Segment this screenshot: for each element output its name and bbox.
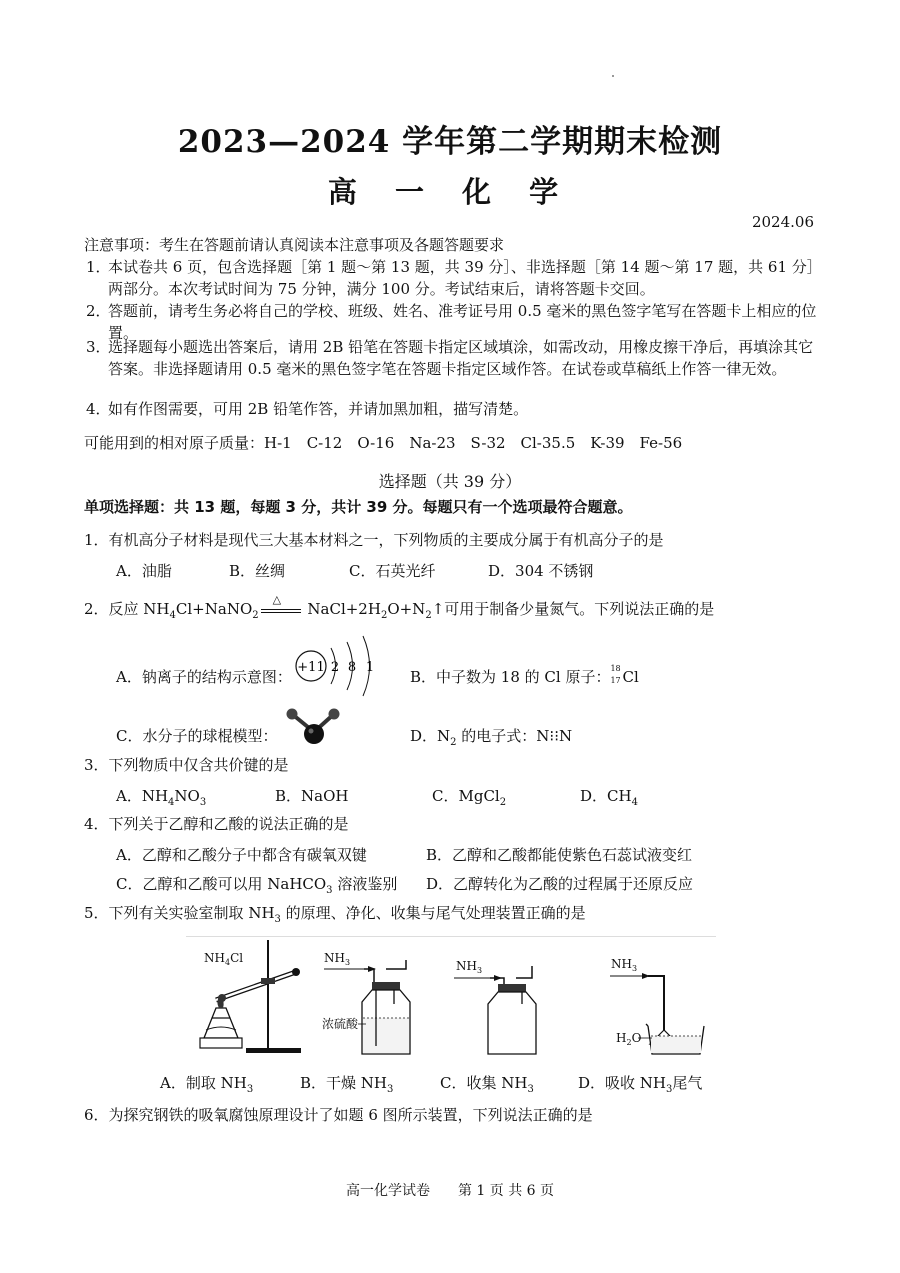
figure-top-rule xyxy=(186,936,716,937)
q2-option-d: D．$N_2$ 的电子式：N⁝⁝N xyxy=(410,727,573,748)
label-nh4cl: $NH_4Cl$ xyxy=(204,951,244,967)
section-instruction: 单项选择题：共 13 题，每题 3 分，共计 39 分。每题只有一个选项最符合题意。 xyxy=(84,498,633,516)
sodium-ion-structure-diagram xyxy=(290,630,385,705)
q5-option-b: B．干燥 $NH_3$ xyxy=(300,1074,394,1095)
notice-heading: 注意事项：考生在答题前请认真阅读本注意事项及各题答题要求 xyxy=(84,236,505,254)
q2-option-b: B．中子数为 18 的 Cl 原子： 18 17 Cl xyxy=(410,664,639,686)
atomic-masses: 可能用到的相对原子质量：H-1 C-12 O-16 Na-23 S-32 Cl-35.5 K-39 Fe-56 xyxy=(84,434,683,452)
q3-option-b: B．NaOH xyxy=(275,787,349,805)
scan-dot xyxy=(612,75,614,77)
apparatus-d-absorbing xyxy=(610,957,704,1054)
q5-option-d: D．吸收 $NH_3$尾气 xyxy=(578,1074,703,1095)
exam-subject: 高 一 化 学 xyxy=(327,175,573,209)
label-nh3-d: $NH_3$ xyxy=(611,957,638,973)
question-5-stem: 5．下列有关实验室制取 $NH_3$ 的原理、净化、收集与尾气处理装置正确的是 xyxy=(84,904,586,925)
page-footer: 高一化学试卷 第 1 页 共 6 页 xyxy=(345,1183,555,1199)
oxygen-highlight xyxy=(309,729,314,734)
question-4-stem: 4．下列关于乙醇和乙酸的说法正确的是 xyxy=(84,815,349,833)
nh3-apparatus-figure xyxy=(186,938,726,1066)
q2-option-c-label: C．水分子的球棍模型： xyxy=(116,727,278,745)
q1-option-d: D．304 不锈钢 xyxy=(488,562,594,580)
question-6-stem: 6．为探究钢铁的吸氧腐蚀原理设计了如题 6 图所示装置，下列说法正确的是 xyxy=(84,1106,593,1124)
q1-option-a: A．油脂 xyxy=(116,562,172,580)
q3-option-d: D．$CH_4$ xyxy=(580,787,638,808)
question-1-stem: 1．有机高分子材料是现代三大基本材料之一，下列物质的主要成分属于有机高分子的是 xyxy=(84,531,664,549)
q4-option-d: D．乙醇转化为乙酸的过程属于还原反应 xyxy=(426,875,694,893)
nuclide-notation: 18 17 xyxy=(610,664,621,685)
label-h2o: $H_2O$ xyxy=(616,1031,642,1047)
shell-electrons-2: 8 xyxy=(347,660,357,675)
q4-option-b: B．乙醇和乙酸都能使紫色石蕊试液变红 xyxy=(426,846,693,864)
shell-electrons-1: 2 xyxy=(330,660,340,675)
apparatus-c-collecting xyxy=(454,959,536,1054)
hydrogen-atom-left xyxy=(287,709,298,720)
notice-item-4: 4． 如有作图需要，可用 2B 铅笔作答，并请加黑加粗，描写清楚。 xyxy=(86,400,529,418)
apparatus-b-drying xyxy=(322,951,410,1054)
label-conc-sulfuric-acid: 浓硫酸 xyxy=(322,1017,359,1031)
exam-title: 2023—2024 学年第二学期期末检测 xyxy=(177,124,723,160)
q1-option-b: B．丝绸 xyxy=(229,562,286,580)
exam-date: 2024.06 xyxy=(751,213,814,231)
notice-item-2: 2． 答题前，请考生务必将自己的学校、班级、姓名、准考证号用 0.5 毫米的黑色签字笔写在答题卡上相应的位置。 xyxy=(86,302,817,342)
shell-electrons-3: 1 xyxy=(365,660,375,675)
section-title: 选择题（共 39 分） xyxy=(378,472,522,491)
hydrogen-atom-right xyxy=(329,709,340,720)
q1-option-c: C．石英光纤 xyxy=(349,562,436,580)
nucleus-charge: +11 xyxy=(297,660,325,675)
q4-option-c: C．乙醇和乙酸可以用 NaHCO$_3$ 溶液鉴别 xyxy=(116,875,398,896)
water-ball-stick-model xyxy=(282,702,352,748)
q5-option-a: A．制取 $NH_3$ xyxy=(160,1074,254,1095)
notice-item-3: 3． 选择题每小题选出答案后，请用 2B 铅笔在答题卡指定区域填涂，如需改动，用橡皮擦干净后，再填涂其它答案。非选择题请用 0.5 毫米的黑色签字笔在答题卡指定区域作答。在试卷或草稿纸上作答一律无效。 xyxy=(86,338,814,378)
q2-option-a-label: A．钠离子的结构示意图： xyxy=(116,668,292,686)
heat-arrow: △ xyxy=(259,603,303,617)
q3-option-a: A．$NH_4NO_3$ xyxy=(116,787,207,808)
q5-option-c: C．收集 $NH_3$ xyxy=(440,1074,534,1095)
question-2-stem: 2．反应 $NH_4Cl+NaNO_2$ △ $NaCl+2H_2O+N_2↑$可用于制备少量氮气。下列说法正确的是 xyxy=(84,593,715,621)
label-nh3-c: $NH_3$ xyxy=(456,959,483,975)
oxygen-atom xyxy=(304,724,324,744)
q4-option-a: A．乙醇和乙酸分子中都含有碳氧双键 xyxy=(116,846,367,864)
question-3-stem: 3．下列物质中仅含共价键的是 xyxy=(84,756,289,774)
notice-item-1: 1． 本试卷共 6 页，包含选择题［第 1 题～第 13 题，共 39 分］、非选择题［第 14 题～第 17 题，共 61 分］两部分。本次考试时间为 75 分钟，满分 100 分。考试结束后，请将答题卡交回。 xyxy=(86,258,822,298)
label-nh3-b: $NH_3$ xyxy=(324,951,351,967)
apparatus-a-heating xyxy=(200,940,301,1053)
q3-option-c: C．MgCl$_2$ xyxy=(432,787,507,808)
